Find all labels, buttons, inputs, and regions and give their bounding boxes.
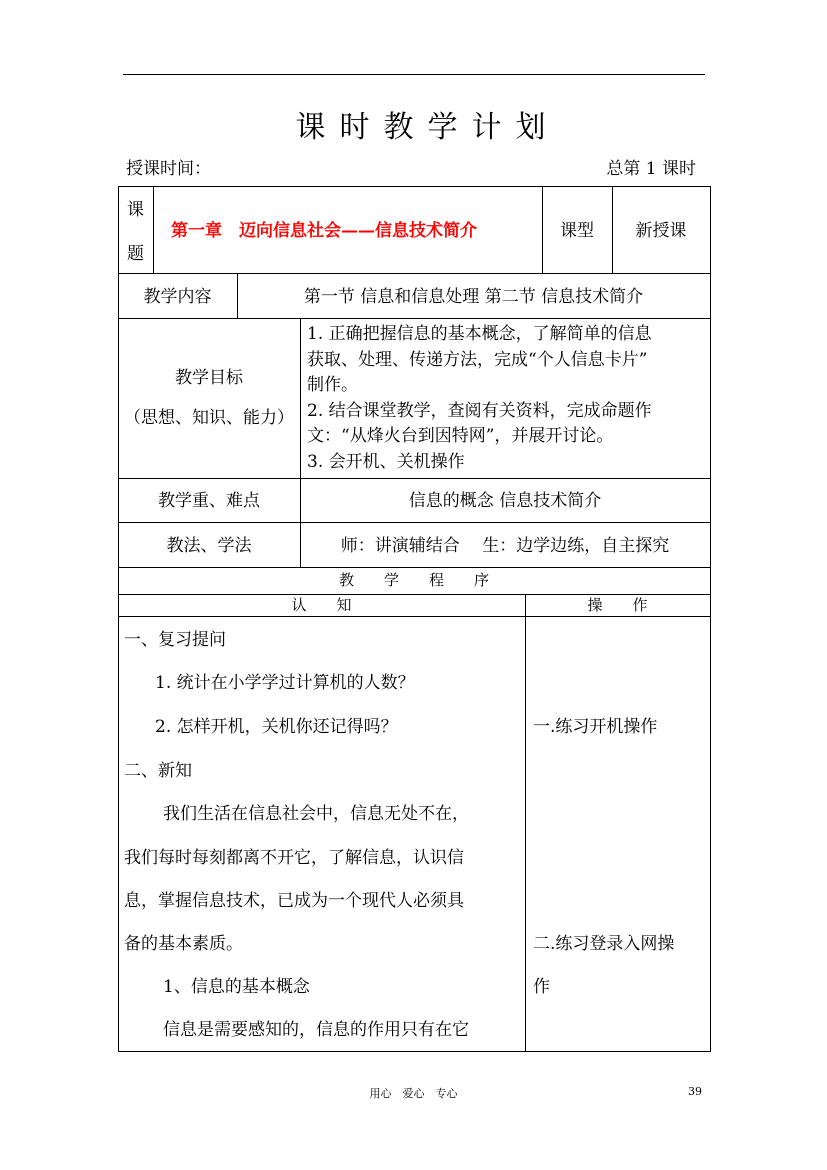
paragraph-line: 信息是需要感知的，信息的作用只有在它: [163, 1020, 469, 1040]
process-heading: 教 学 程 序: [338, 571, 489, 589]
goal-sublabel: （思想、知识、能力）: [124, 408, 294, 428]
lesson-type-value: 新授课: [635, 221, 687, 241]
paragraph-line: 我们生活在信息社会中，信息无处不在，: [163, 804, 469, 824]
operation-item-2-continued: 作: [533, 977, 550, 997]
table-line: [118, 273, 711, 274]
key-points-value: 信息的概念 信息技术简介: [408, 491, 602, 511]
goal-line: 文：“从烽火台到因特网”，并展开讨论。: [307, 426, 614, 446]
cognition-column-header: 认 知: [291, 596, 352, 614]
section-new-knowledge: 二、新知: [124, 761, 192, 781]
topic-value: 第一章 迈向信息社会——信息技术简介: [171, 221, 477, 241]
teaching-time-label: 授课时间：: [126, 159, 211, 179]
content-value: 第一节 信息和信息处理 第二节 信息技术简介: [303, 287, 644, 307]
goal-line: 1. 正确把握信息的基本概念，了解简单的信息: [307, 324, 652, 344]
goal-line: 3. 会开机、关机操作: [307, 451, 465, 472]
table-line: [118, 1051, 711, 1052]
table-border-right: [710, 186, 711, 1052]
goal-line: 2. 结合课堂教学，查阅有关资料，完成命题作: [307, 400, 652, 421]
section-review: 一、复习提问: [124, 630, 226, 650]
table-line: [153, 186, 154, 273]
page-title: 课时教学计划: [295, 110, 560, 145]
table-line: [118, 522, 711, 523]
subsection-heading: 1、信息的基本概念: [163, 977, 310, 997]
lesson-type-label: 课型: [560, 221, 594, 241]
operation-item-2: 二.练习登录入网操: [533, 934, 675, 954]
operation-column-header: 操 作: [587, 596, 648, 614]
operation-item-1: 一.练习开机操作: [533, 717, 658, 737]
content-label: 教学内容: [143, 287, 212, 307]
table-line: [118, 318, 711, 319]
total-lesson-label: 总第 1 课时: [606, 159, 696, 179]
footer-motto: 用心 爱心 专心: [369, 1087, 458, 1100]
review-question-1: 1. 统计在小学学过计算机的人数？: [155, 673, 415, 693]
paragraph-line: 息，掌握信息技术，已成为一个现代人必须具: [124, 891, 464, 911]
top-rule: [123, 74, 705, 75]
table-line: [118, 616, 711, 617]
topic-label-top: 课: [127, 200, 144, 220]
paragraph-line: 备的基本素质。: [124, 934, 243, 954]
table-line: [118, 186, 711, 187]
paragraph-line: 我们每时每刻都离不开它，了解信息，认识信: [124, 848, 464, 868]
key-points-label: 教学重、难点: [158, 491, 260, 511]
table-line: [118, 478, 711, 479]
table-line: [525, 594, 526, 1051]
goal-line: 制作。: [307, 375, 358, 395]
review-question-2: 2. 怎样开机，关机你还记得吗？: [155, 717, 398, 737]
method-label: 教法、学法: [166, 536, 252, 556]
table-border-left: [118, 186, 119, 1052]
goal-list: [307, 322, 709, 475]
goal-line: 获取、处理、传递方法，完成“个人信息卡片”: [307, 349, 648, 370]
method-value: 师：讲演辅结合 生：边学边练，自主探究: [340, 536, 670, 556]
page-number: 39: [688, 1085, 702, 1098]
table-line: [300, 318, 301, 567]
topic-label-bottom: 题: [127, 244, 144, 264]
goal-label: 教学目标: [175, 368, 243, 388]
